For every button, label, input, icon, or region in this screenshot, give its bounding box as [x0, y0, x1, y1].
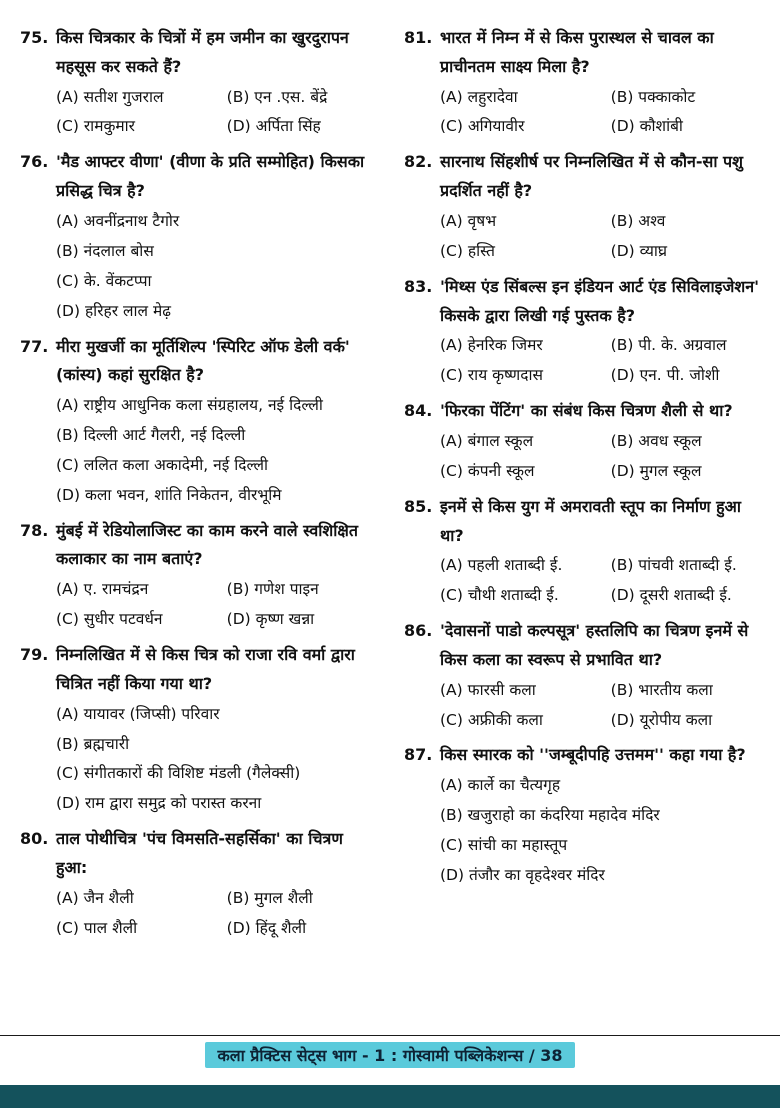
option: (C) रामकुमार — [56, 117, 135, 136]
question-item — [404, 493, 762, 611]
option: (B) एन .एस. बेंद्रे — [226, 87, 328, 106]
question-body — [56, 148, 378, 326]
question-text: 'फिरका पेंटिंग' का संबंध किस चित्रण शैली से था? — [440, 401, 733, 421]
question-number: 83. — [404, 276, 433, 296]
question-text: ताल पोथीचित्र 'पंच विमसति-सहर्सिका' का चित्रण हुआ: — [56, 829, 343, 878]
option: (B) अश्व — [610, 211, 666, 230]
option: (C) चौथी शताब्दी ई. — [440, 586, 559, 605]
question-body — [440, 148, 762, 266]
question-options — [440, 207, 762, 267]
question-item — [20, 148, 378, 326]
option: (C) अफ्रीकी कला — [440, 710, 543, 729]
question-number: 85. — [404, 496, 433, 516]
question-text: 'मिथ्स एंड सिंबल्स इन इंडियन आर्ट एंड सिविलाइजेशन' किसके द्वारा लिखी गई पुस्तक है? — [440, 276, 759, 325]
option: (A) हेनरिक जिमर — [440, 336, 543, 355]
question-options — [56, 700, 378, 820]
option: (D) अर्पिता सिंह — [226, 117, 321, 136]
question-options — [440, 83, 762, 143]
question-item — [404, 741, 762, 890]
option: (A) सतीश गुजराल — [56, 87, 164, 106]
option: (D) राम द्वारा समुद्र को परास्त करना — [56, 794, 262, 813]
option: (C) पाल शैली — [56, 918, 138, 937]
question-text: मुंबई में रेडियोलाजिस्ट का काम करने वाले स्वशिक्षित कलाकार का नाम बताएं? — [56, 520, 359, 569]
question-number: 77. — [20, 336, 49, 356]
option: (A) कार्ले का चैत्यगृह — [440, 776, 561, 795]
option: (B) पी. के. अग्रवाल — [610, 336, 727, 355]
option: (D) कला भवन, शांति निकेतन, वीरभूमि — [56, 485, 282, 504]
question-item — [20, 641, 378, 819]
footer-text: कला प्रैक्टिस सेट्स भाग - 1 : गोस्वामी पब्लिकेशन्स / 38 — [205, 1042, 574, 1068]
option: (C) कंपनी स्कूल — [440, 461, 535, 480]
option: (B) भारतीय कला — [610, 680, 713, 699]
question-body — [440, 273, 762, 391]
question-options — [440, 771, 762, 891]
question-item — [404, 24, 762, 142]
option: (B) पक्काकोट — [610, 87, 696, 106]
question-item — [404, 397, 762, 487]
question-options — [56, 884, 378, 944]
option: (C) सांची का महास्तूप — [440, 836, 568, 855]
two-column-layout — [20, 24, 762, 950]
option: (B) खजुराहो का कंदरिया महादेव मंदिर — [440, 806, 660, 825]
question-text: भारत में निम्न में से किस पुरास्थल से चावल का प्राचीनतम साक्ष्य मिला है? — [440, 28, 714, 76]
option: (B) नंदलाल बोस — [56, 241, 154, 260]
option: (C) के. वेंकटप्पा — [56, 271, 152, 290]
option: (A) अवनींद्रनाथ टैगोर — [56, 211, 180, 230]
question-text: इनमें से किस युग में अमरावती स्तूप का निर्माण हुआ था? — [440, 496, 742, 545]
question-options — [440, 676, 762, 736]
question-number: 76. — [20, 152, 49, 172]
question-body — [440, 397, 762, 487]
question-number: 80. — [20, 829, 49, 849]
question-text: निम्नलिखित में से किस चित्र को राजा रवि वर्मा द्वारा चित्रित नहीं किया गया था? — [56, 645, 355, 693]
option: (A) लहुरादेवा — [440, 87, 518, 106]
question-options — [56, 83, 378, 143]
option: (B) अवध स्कूल — [610, 431, 702, 450]
option: (D) हरिहर लाल मेढ़ — [56, 301, 171, 320]
footer-divider — [0, 1035, 780, 1036]
option: (A) जैन शैली — [56, 888, 134, 907]
option: (B) पांचवी शताब्दी ई. — [610, 556, 737, 575]
left-column — [20, 24, 378, 950]
option: (A) यायावर (जिप्सी) परिवार — [56, 704, 220, 723]
question-options — [56, 207, 378, 327]
option: (A) ए. रामचंद्रन — [56, 580, 149, 599]
question-body — [440, 741, 762, 890]
option: (C) राय कृष्णदास — [440, 366, 543, 385]
question-body — [56, 517, 378, 635]
option: (A) राष्ट्रीय आधुनिक कला संग्रहालय, नई दिल्ली — [56, 396, 323, 415]
question-options — [56, 575, 378, 635]
option: (C) सुधीर पटवर्धन — [56, 610, 163, 629]
option: (A) फारसी कला — [440, 680, 536, 699]
question-body — [440, 493, 762, 611]
question-body — [440, 617, 762, 735]
question-item — [20, 333, 378, 511]
question-body — [56, 333, 378, 511]
question-item — [20, 24, 378, 142]
question-options — [440, 427, 762, 487]
option: (B) गणेश पाइन — [226, 580, 319, 599]
question-item — [404, 148, 762, 266]
question-text: 'मैड आफ्टर वीणा' (वीणा के प्रति सम्मोहित) किसका प्रसिद्ध चित्र है? — [56, 152, 365, 201]
question-body — [56, 825, 378, 943]
question-options — [56, 391, 378, 511]
option: (D) यूरोपीय कला — [610, 710, 713, 729]
option: (A) वृषभ — [440, 211, 497, 230]
question-item — [404, 273, 762, 391]
question-options — [440, 551, 762, 611]
question-body — [56, 24, 378, 142]
question-body — [56, 641, 378, 819]
option: (B) दिल्ली आर्ट गैलरी, नई दिल्ली — [56, 426, 246, 445]
option: (D) एन. पी. जोशी — [610, 366, 720, 385]
question-text: किस स्मारक को ''जम्बूदीपहि उत्तमम'' कहा गया है? — [440, 745, 746, 765]
question-text: किस चित्रकार के चित्रों में हम जमीन का खुरदुरापन महसूस कर सकते हैं? — [56, 28, 349, 76]
option: (D) व्याघ्र — [610, 241, 668, 260]
question-number: 81. — [404, 28, 433, 47]
option: (B) मुगल शैली — [226, 888, 313, 907]
question-number: 75. — [20, 28, 49, 47]
option: (B) ब्रह्मचारी — [56, 734, 130, 753]
option: (D) मुगल स्कूल — [610, 461, 702, 480]
question-number: 78. — [20, 520, 49, 540]
option: (C) संगीतकारों की विशिष्ट मंडली (गैलेक्सी) — [56, 764, 301, 783]
question-item — [404, 617, 762, 735]
question-number: 87. — [404, 745, 433, 765]
option: (D) तंजौर का वृहदेश्वर मंदिर — [440, 865, 605, 884]
option: (D) दूसरी शताब्दी ई. — [610, 586, 732, 605]
question-item — [20, 825, 378, 943]
option: (D) कौशांबी — [610, 117, 683, 136]
question-number: 82. — [404, 152, 433, 172]
question-options — [440, 331, 762, 391]
option: (C) ललित कला अकादेमी, नई दिल्ली — [56, 455, 269, 474]
right-column — [404, 24, 762, 897]
question-item — [20, 517, 378, 635]
option: (D) कृष्ण खन्ना — [226, 610, 315, 629]
option: (C) हस्ति — [440, 241, 495, 260]
question-text: मीरा मुखर्जी का मूर्तिशिल्प 'स्पिरिट ऑफ डेली वर्क' (कांस्य) कहां सुरक्षित है? — [56, 336, 350, 385]
option: (A) बंगाल स्कूल — [440, 431, 534, 450]
bottom-bar — [0, 1085, 780, 1108]
option: (A) पहली शताब्दी ई. — [440, 556, 563, 575]
option: (D) हिंदू शैली — [226, 918, 307, 937]
question-number: 79. — [20, 645, 49, 665]
question-number: 86. — [404, 621, 433, 641]
question-text: 'देवासनों पाडो कल्पसूत्र' हस्तलिपि का चित्रण इनमें से किस कला का स्वरूप से प्रभावित था? — [440, 621, 749, 669]
option: (C) अगियावीर — [440, 117, 525, 136]
question-text: सारनाथ सिंहशीर्ष पर निम्नलिखित में से कौन-सा पशु प्रदर्शित नहीं है? — [440, 152, 744, 201]
question-body — [440, 24, 762, 142]
page-footer — [0, 1042, 780, 1068]
question-number: 84. — [404, 401, 433, 421]
